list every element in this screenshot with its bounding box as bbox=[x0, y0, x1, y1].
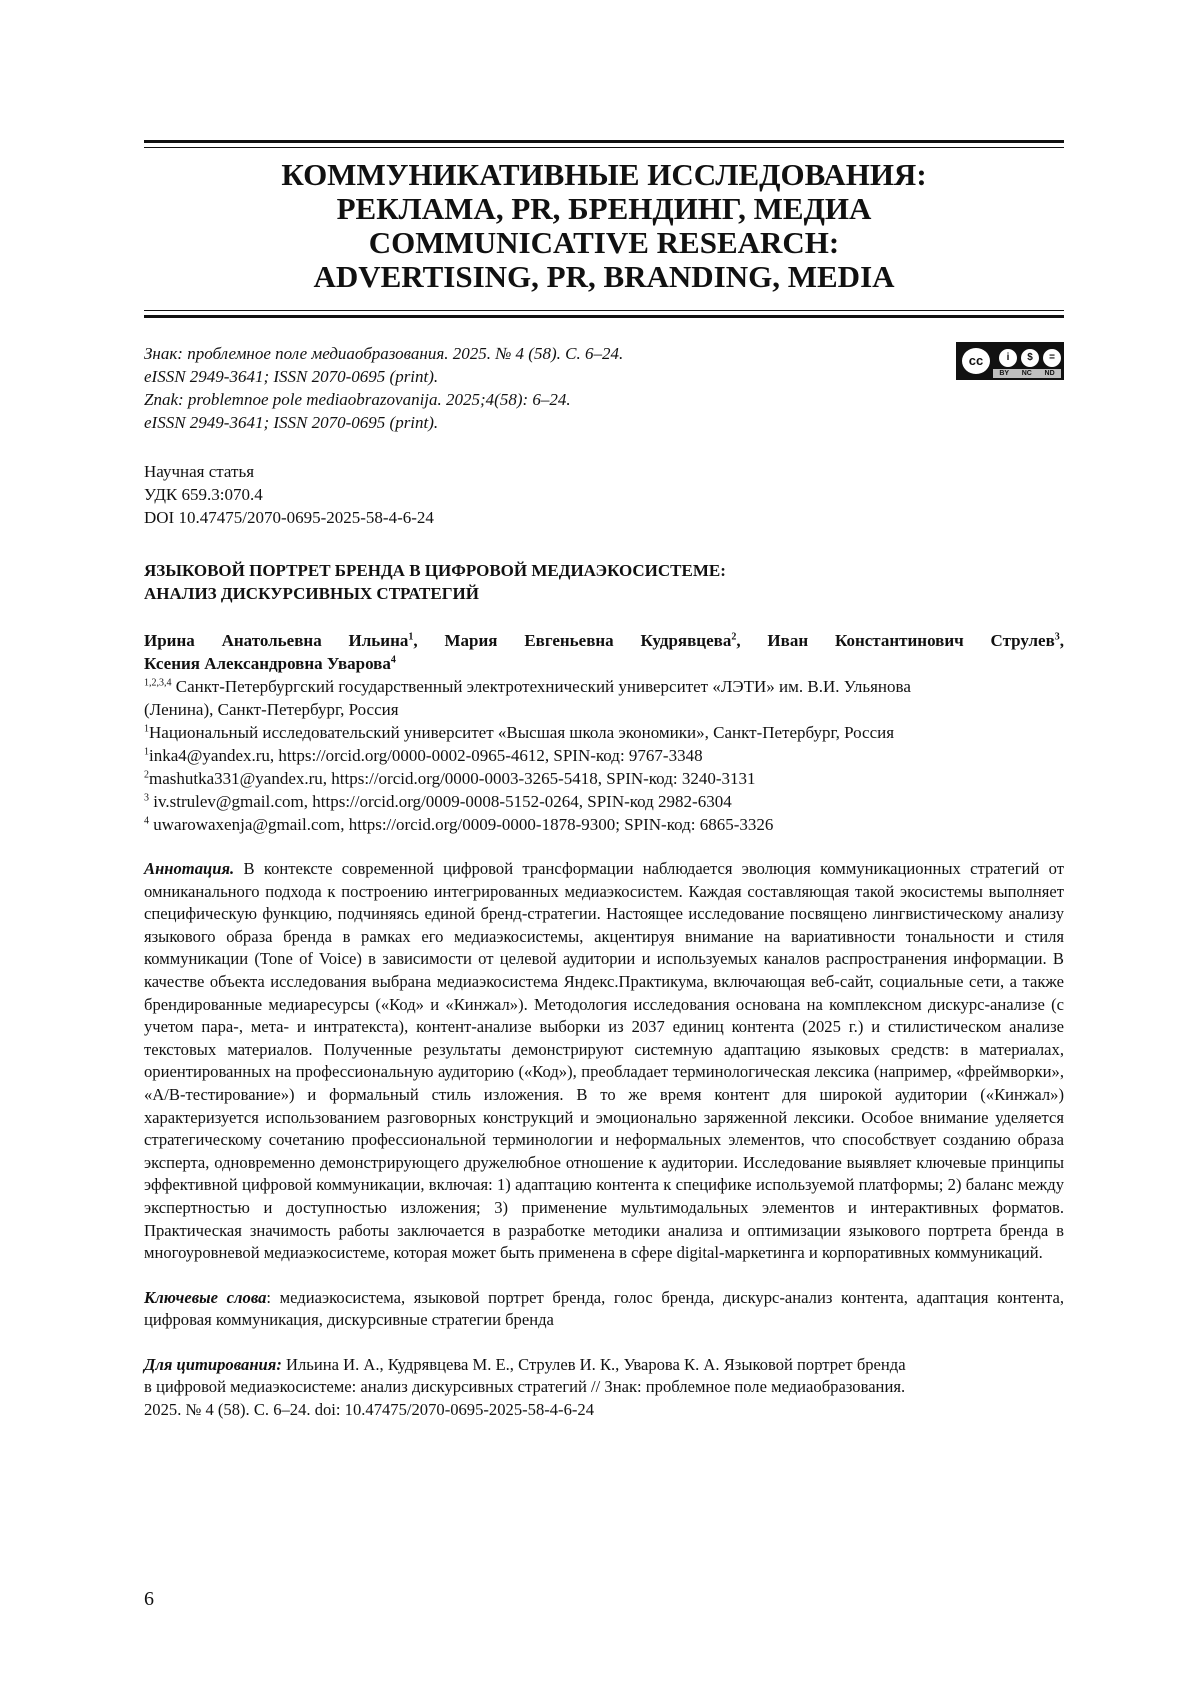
author-sup: 3 bbox=[1054, 631, 1060, 643]
cc-nc-label: NC bbox=[1021, 370, 1032, 377]
journal-ref-line: eISSN 2949-3641; ISSN 2070-0695 (print). bbox=[144, 367, 439, 386]
abstract bbox=[144, 858, 1064, 1265]
journal-ref-line: Знак: проблемное поле медиаобразования. 2025. № 4 (58). С. 6–24. bbox=[144, 344, 624, 363]
author-name: Иван Константинович Струлев bbox=[767, 631, 1055, 650]
citation bbox=[144, 1354, 1064, 1422]
noncommercial-icon: $ bbox=[1019, 347, 1041, 369]
affiliations bbox=[144, 675, 1064, 836]
article-type: Научная статья bbox=[144, 462, 255, 481]
keywords bbox=[144, 1287, 1064, 1332]
journal-reference bbox=[144, 342, 1064, 434]
abstract-label: Аннотация. bbox=[144, 859, 235, 878]
author-name: Ксения Александровна Уварова bbox=[144, 654, 391, 673]
journal-ref-line: Znak: problemnoe pole mediaobrazovanija. 2025;4(58): 6–24. bbox=[144, 390, 571, 409]
article-title-line: ЯЗЫКОВОЙ ПОРТРЕТ БРЕНДА В ЦИФРОВОЙ МЕДИАЭКОСИСТЕМЕ: bbox=[144, 561, 726, 580]
citation-line: в цифровой медиаэкосистеме: анализ дискурсивных стратегий // Знак: проблемное поле медиаобразования. bbox=[144, 1377, 906, 1397]
section-title-line: COMMUNICATIVE RESEARCH: bbox=[368, 225, 840, 260]
contact-sup: 2 bbox=[144, 769, 149, 781]
authors bbox=[144, 629, 1064, 675]
cc-nd-label: ND bbox=[1044, 370, 1055, 377]
keywords-label: Ключевые слова bbox=[144, 1287, 267, 1307]
top-double-rule bbox=[144, 140, 1064, 152]
article-meta bbox=[144, 460, 1064, 529]
affiliation-text: Национальный исследовательский университет «Высшая школа экономики», Санкт-Петербург, Россия bbox=[149, 723, 895, 742]
citation-line: 2025. № 4 (58). С. 6–24. doi: 10.47475/2070-0695-2025-58-4-6-24 bbox=[144, 1400, 595, 1420]
abstract-text: В контексте современной цифровой трансформации наблюдается эволюция коммуникационных стратегий от омниканального подхода к построению интегрированных медиаэкосистем. Каждая составляющая такой экосистемы выполняет специфическую функцию, подчиняясь единой бренд-стратегии. Настоящее исследование посвящено лингвистическому анализу языкового образа бренда в рамках его медиаэкосистемы, акцентируя внимание на вариативности тональности и стиля коммуникации (Tone of Voice) в зависимости от целевой аудитории и используемых каналов распространения информации. В качестве объекта исследования выбрана медиаэкосистема Яндекс.Практикума, включающая веб-сайт, социальные сети, а также брендированные медиаресурсы («Код» и «Кинжал»). Методология исследования основана на комплексном дискурс-анализе (с учетом пара-, мета- и интратекста), контент-анализе выборки из 2037 единиц контента (2025 г.) и стилистическом анализе текстовых материалов. Полученные результаты демонстрируют системную адаптацию языковых средств: в материалах, ориентированных на профессиональную аудиторию («Код»), преобладает терминологическая лексика (например, «фреймворки», «A/B-тестирование») и формальный стиль изложения. В то же время контент для широкой аудитории («Кинжал») характеризуется использованием разговорных конструкций и эмоционально заряженной лексики. Особое внимание уделяется стратегическому сочетанию профессиональной терминологии и неформальных элементов, что способствует созданию образа эксперта, одновременно демонстрирующего дружелюбное отношение к аудитории. Исследование выявляет ключевые принципы эффективной цифровой коммуникации, включая: 1) адаптацию контента к специфике используемой платформы; 2) баланс между экспертностью и доступностью изложения; 3) применение мультимодальных элементов и интерактивных форматов. Практическая значимость работы заключается в разработке методики анализа и оптимизации языкового портрета бренда в многоуровневой медиаэкосистеме, которая может быть применена в сфере digital-маркетинга и корпоративных коммуникаций. bbox=[144, 859, 1064, 1263]
udk-code: УДК 659.3:070.4 bbox=[144, 485, 263, 504]
authors-line-2 bbox=[144, 652, 1064, 675]
contact-line bbox=[144, 744, 1064, 767]
journal-ref-line: eISSN 2949-3641; ISSN 2070-0695 (print). bbox=[144, 413, 439, 432]
affiliation-line bbox=[144, 721, 1064, 744]
article-title bbox=[144, 559, 1064, 605]
affiliation-line bbox=[144, 675, 1064, 698]
bottom-double-rule bbox=[144, 310, 1064, 322]
keywords-colon: : bbox=[266, 1287, 272, 1307]
contact-text[interactable]: inka4@yandex.ru, https://orcid.org/0000-0002-0965-4612, SPIN-код: 9767-3348 bbox=[149, 746, 703, 765]
authors-line-1 bbox=[144, 629, 1064, 652]
section-title-line: КОММУНИКАТИВНЫЕ ИССЛЕДОВАНИЯ: bbox=[281, 157, 927, 192]
author-name: Мария Евгеньевна Кудрявцева bbox=[444, 631, 732, 650]
page-number: 6 bbox=[144, 1588, 154, 1610]
affiliation-line: (Ленина), Санкт-Петербург, Россия bbox=[144, 700, 399, 719]
author-sup: 1 bbox=[408, 631, 414, 643]
cc-icon: cc bbox=[960, 346, 992, 376]
citation-text: Ильина И. А., Кудрявцева М. Е., Струлев И. К., Уварова К. А. Языковой портрет бренда bbox=[281, 1354, 906, 1374]
citation-line bbox=[144, 1354, 1064, 1377]
noderivatives-icon: = bbox=[1041, 347, 1063, 369]
keywords-text: медиаэкосистема, языковой портрет бренда, голос бренда, дискурс-анализ контента, адаптация контента, цифровая коммуникация, дискурсивные стратегии бренда bbox=[144, 1287, 1064, 1330]
citation-label: Для цитирования: bbox=[144, 1354, 282, 1374]
author-separator: , bbox=[413, 631, 445, 650]
contact-line bbox=[144, 790, 1064, 813]
contact-line bbox=[144, 767, 1064, 790]
contact-text[interactable]: mashutka331@yandex.ru, https://orcid.org/0000-0003-3265-5418, SPIN-код: 3240-3131 bbox=[149, 769, 756, 788]
contact-sup: 3 bbox=[144, 792, 149, 804]
affiliation-sup: 1,2,3,4 bbox=[144, 677, 172, 689]
contact-sup: 1 bbox=[144, 746, 149, 758]
section-title-line: ADVERTISING, PR, BRANDING, MEDIA bbox=[313, 259, 895, 294]
contact-text[interactable]: iv.strulev@gmail.com, https://orcid.org/0009-0008-5152-0264, SPIN-код 2982-6304 bbox=[149, 792, 732, 811]
author-separator: , bbox=[1059, 631, 1064, 650]
contact-text[interactable]: uwarowaxenja@gmail.com, https://orcid.org/0009-0000-1878-9300; SPIN-код: 6865-3326 bbox=[149, 815, 774, 834]
affiliation-sup: 1 bbox=[144, 723, 149, 735]
affiliation-text: Санкт-Петербургский государственный электротехнический университет «ЛЭТИ» им. В.И. Ульянова bbox=[171, 677, 911, 696]
author-name: Ирина Анатольевна Ильина bbox=[144, 631, 409, 650]
contact-sup: 4 bbox=[144, 815, 149, 827]
author-sup: 4 bbox=[390, 654, 396, 666]
section-title bbox=[144, 158, 1064, 294]
page-content bbox=[144, 140, 1064, 1422]
author-separator: , bbox=[736, 631, 768, 650]
section-title-line: РЕКЛАМА, PR, БРЕНДИНГ, МЕДИА bbox=[336, 191, 872, 226]
cc-license-labels bbox=[993, 369, 1061, 378]
attribution-icon: i bbox=[997, 347, 1019, 369]
cc-license-badge[interactable] bbox=[956, 342, 1064, 380]
cc-by-label: BY bbox=[999, 370, 1010, 377]
contact-line bbox=[144, 813, 1064, 836]
doi[interactable]: DOI 10.47475/2070-0695-2025-58-4-6-24 bbox=[144, 508, 434, 527]
author-sup: 2 bbox=[731, 631, 737, 643]
article-title-line: АНАЛИЗ ДИСКУРСИВНЫХ СТРАТЕГИЙ bbox=[144, 584, 479, 603]
